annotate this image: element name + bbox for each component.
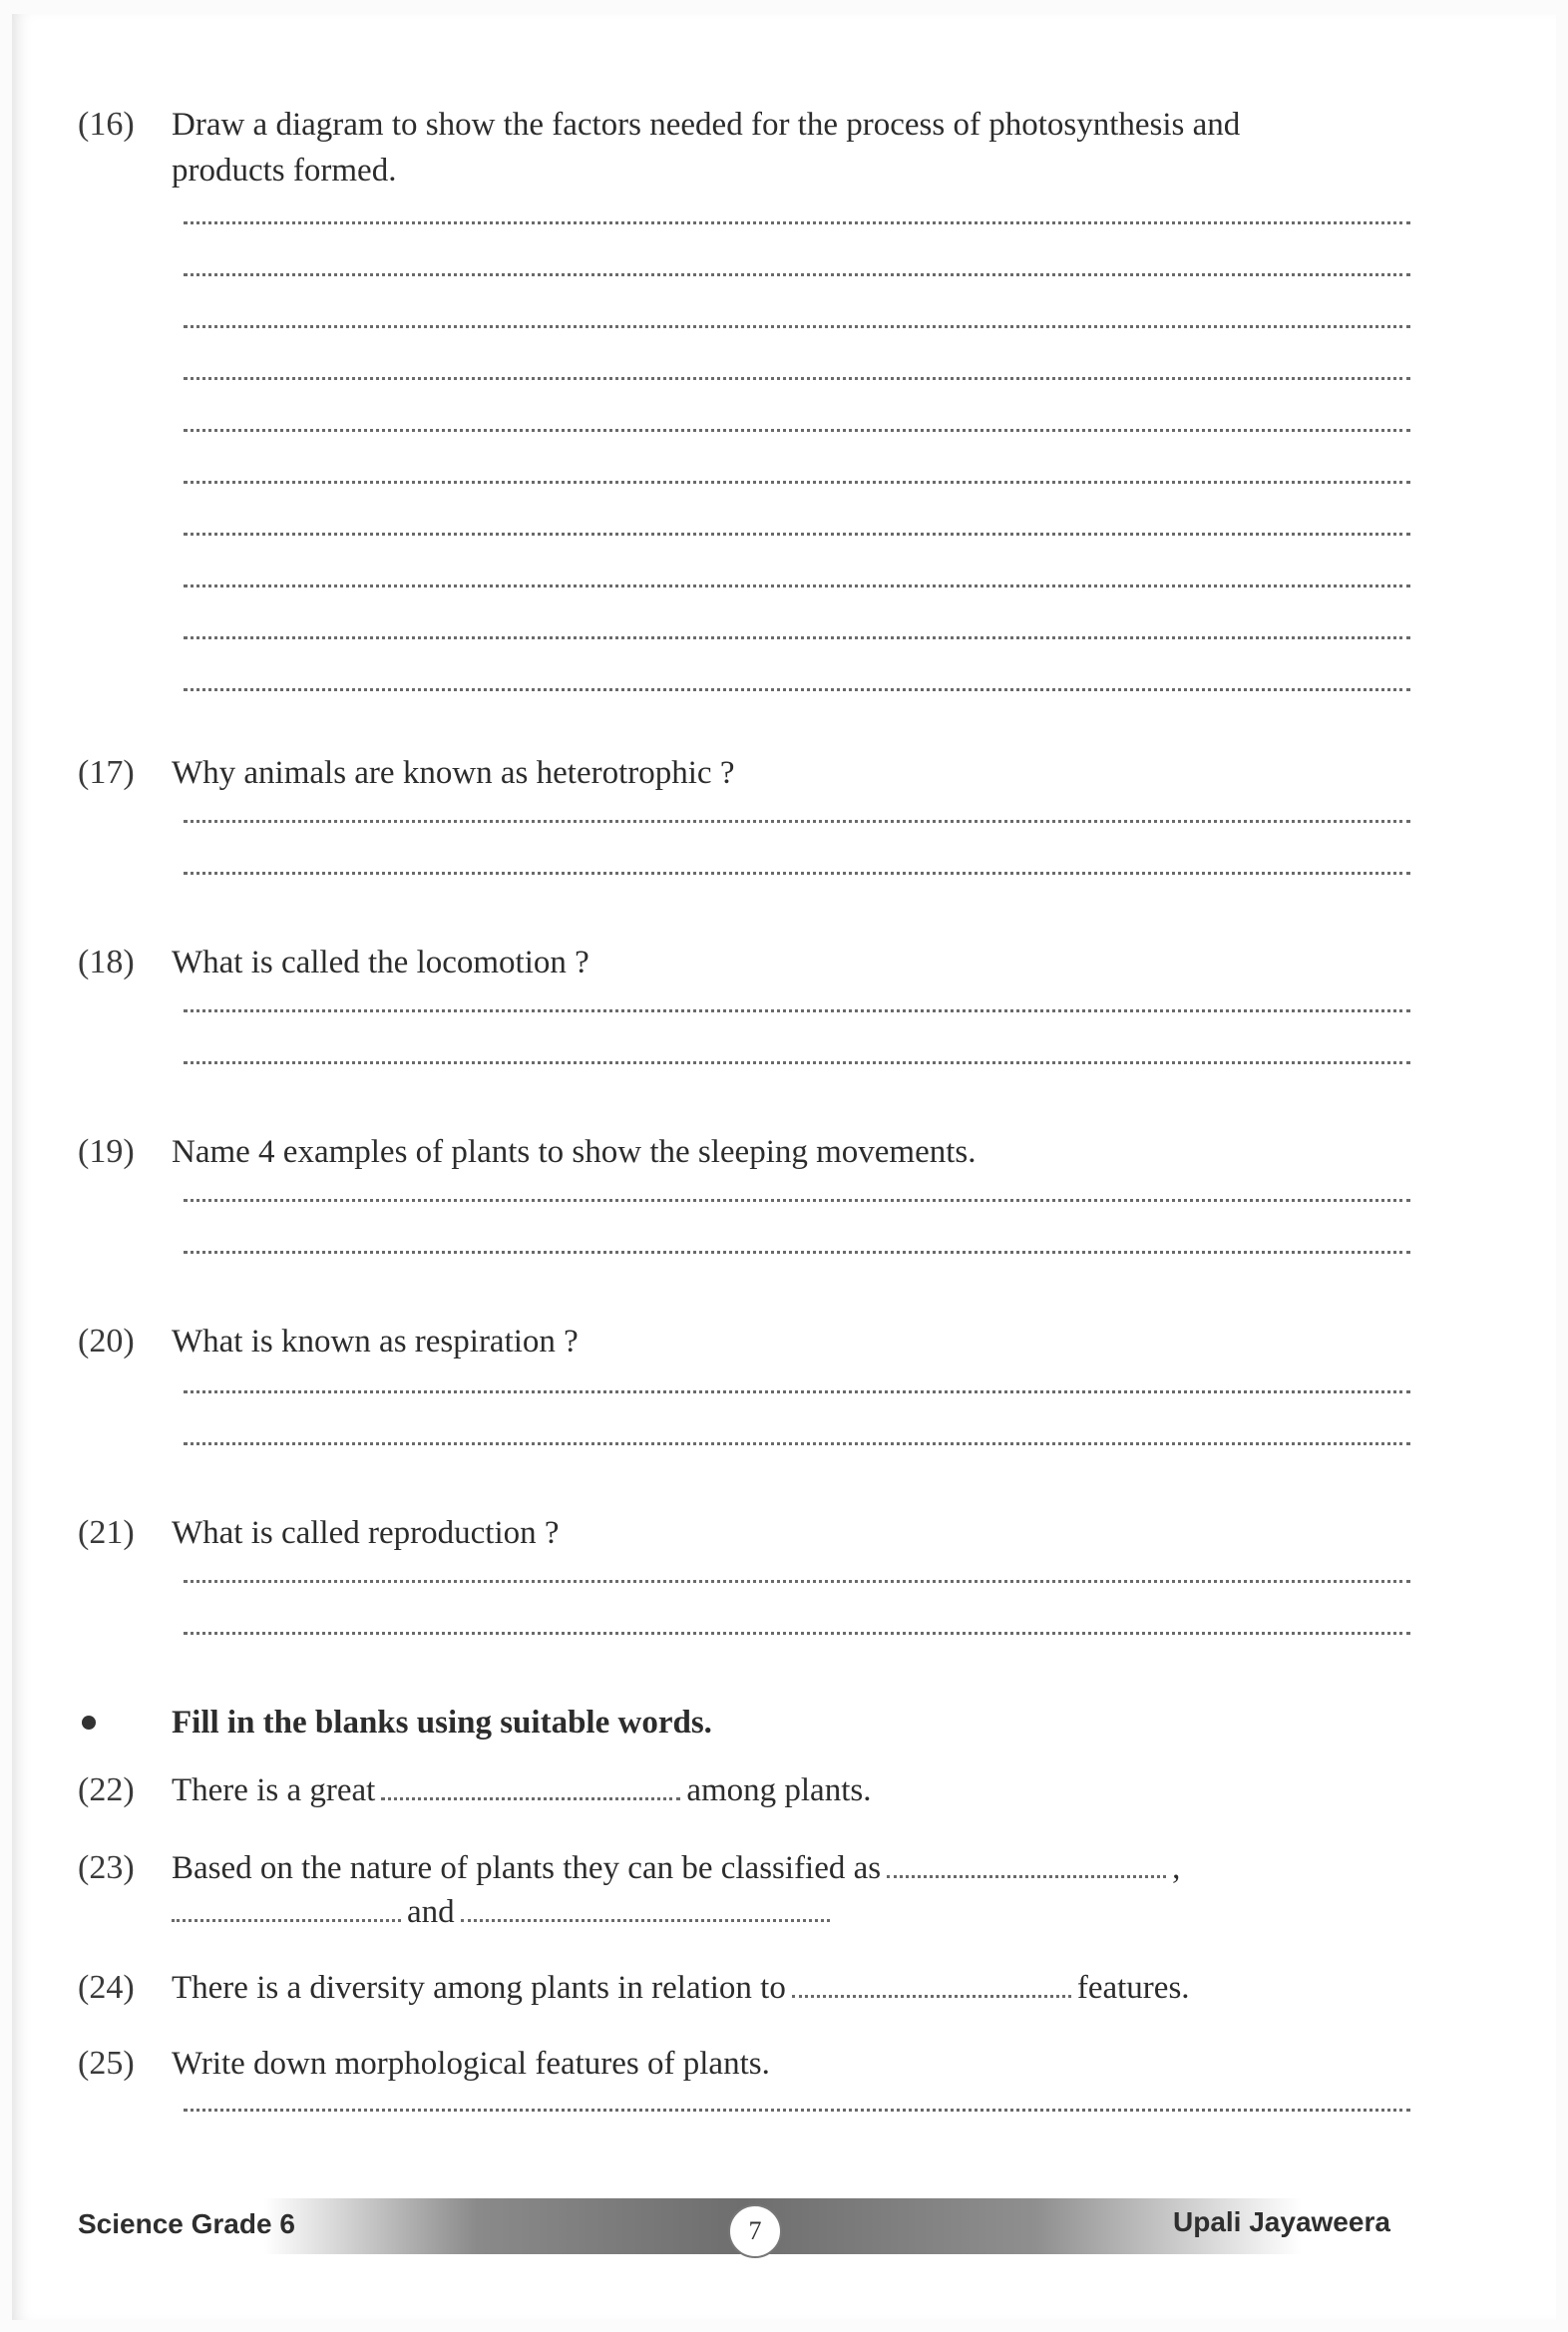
section-heading: Fill in the blanks using suitable words. <box>172 1705 712 1741</box>
question-16-number: (16) <box>78 106 135 143</box>
answer-line[interactable] <box>184 1009 1410 1012</box>
question-24-text <box>172 1965 1190 2011</box>
question-23-comma: , <box>1172 1850 1181 1886</box>
answer-line[interactable] <box>184 1580 1410 1583</box>
answer-line[interactable] <box>184 1390 1410 1393</box>
question-18-text: What is called the locomotion ? <box>172 945 589 980</box>
footer-author: Upali Jayaweera <box>1173 2206 1390 2237</box>
answer-line[interactable] <box>184 481 1410 484</box>
question-23-and: and <box>407 1894 455 1930</box>
answer-line[interactable] <box>184 273 1410 276</box>
answer-line[interactable] <box>184 872 1410 875</box>
question-24-part-b: features. <box>1076 1970 1190 2006</box>
answer-line[interactable] <box>184 221 1410 224</box>
blank-input[interactable] <box>381 1773 680 1800</box>
question-23-part-a: Based on the nature of plants they can be classified as <box>172 1850 882 1886</box>
answer-line[interactable] <box>184 1442 1410 1445</box>
answer-line[interactable] <box>184 1632 1410 1635</box>
footer-subject: Science Grade 6 <box>78 2208 295 2239</box>
question-25-number: (25) <box>78 2045 135 2082</box>
answer-line[interactable] <box>184 688 1410 691</box>
question-21-text: What is called reproduction ? <box>172 1515 560 1551</box>
question-21-number: (21) <box>78 1514 135 1551</box>
question-22-part-b: among plants. <box>686 1772 872 1808</box>
answer-line[interactable] <box>184 636 1410 639</box>
question-20-text: What is known as respiration ? <box>172 1324 579 1360</box>
question-23-number: (23) <box>78 1849 135 1886</box>
question-19-text: Name 4 examples of plants to show the sleeping movements. <box>172 1134 977 1170</box>
answer-line[interactable] <box>184 325 1410 328</box>
question-17-text: Why animals are known as heterotrophic ? <box>172 755 735 791</box>
bullet-point <box>82 1716 96 1730</box>
blank-input[interactable] <box>461 1895 830 1922</box>
answer-line[interactable] <box>184 429 1410 432</box>
answer-line[interactable] <box>184 1251 1410 1254</box>
question-22-part-a: There is a great <box>172 1772 376 1808</box>
question-22-text <box>172 1767 871 1813</box>
page-number: 7 <box>728 2204 782 2258</box>
blank-input[interactable] <box>172 1895 401 1922</box>
question-23-text-line2 <box>172 1889 836 1935</box>
question-24-number: (24) <box>78 1969 135 2006</box>
answer-line[interactable] <box>184 1199 1410 1202</box>
question-25-text: Write down morphological features of plants. <box>172 2046 770 2082</box>
question-23-text-line1 <box>172 1845 1180 1891</box>
question-20-number: (20) <box>78 1323 135 1360</box>
answer-line[interactable] <box>184 377 1410 380</box>
question-17-number: (17) <box>78 754 135 791</box>
question-19-number: (19) <box>78 1133 135 1170</box>
blank-input[interactable] <box>792 1971 1071 1998</box>
question-22-number: (22) <box>78 1771 135 1808</box>
answer-line[interactable] <box>184 533 1410 536</box>
question-16-text-line2: products formed. <box>172 153 397 189</box>
answer-line[interactable] <box>184 1061 1410 1064</box>
blank-input[interactable] <box>887 1851 1166 1878</box>
answer-line[interactable] <box>184 2109 1410 2112</box>
question-24-part-a: There is a diversity among plants in relation to <box>172 1970 786 2006</box>
worksheet-page <box>12 14 1556 2320</box>
answer-line[interactable] <box>184 820 1410 823</box>
question-18-number: (18) <box>78 944 135 980</box>
answer-line[interactable] <box>184 584 1410 587</box>
question-16-text-line1: Draw a diagram to show the factors needed for the process of photosynthesis and <box>172 107 1241 143</box>
